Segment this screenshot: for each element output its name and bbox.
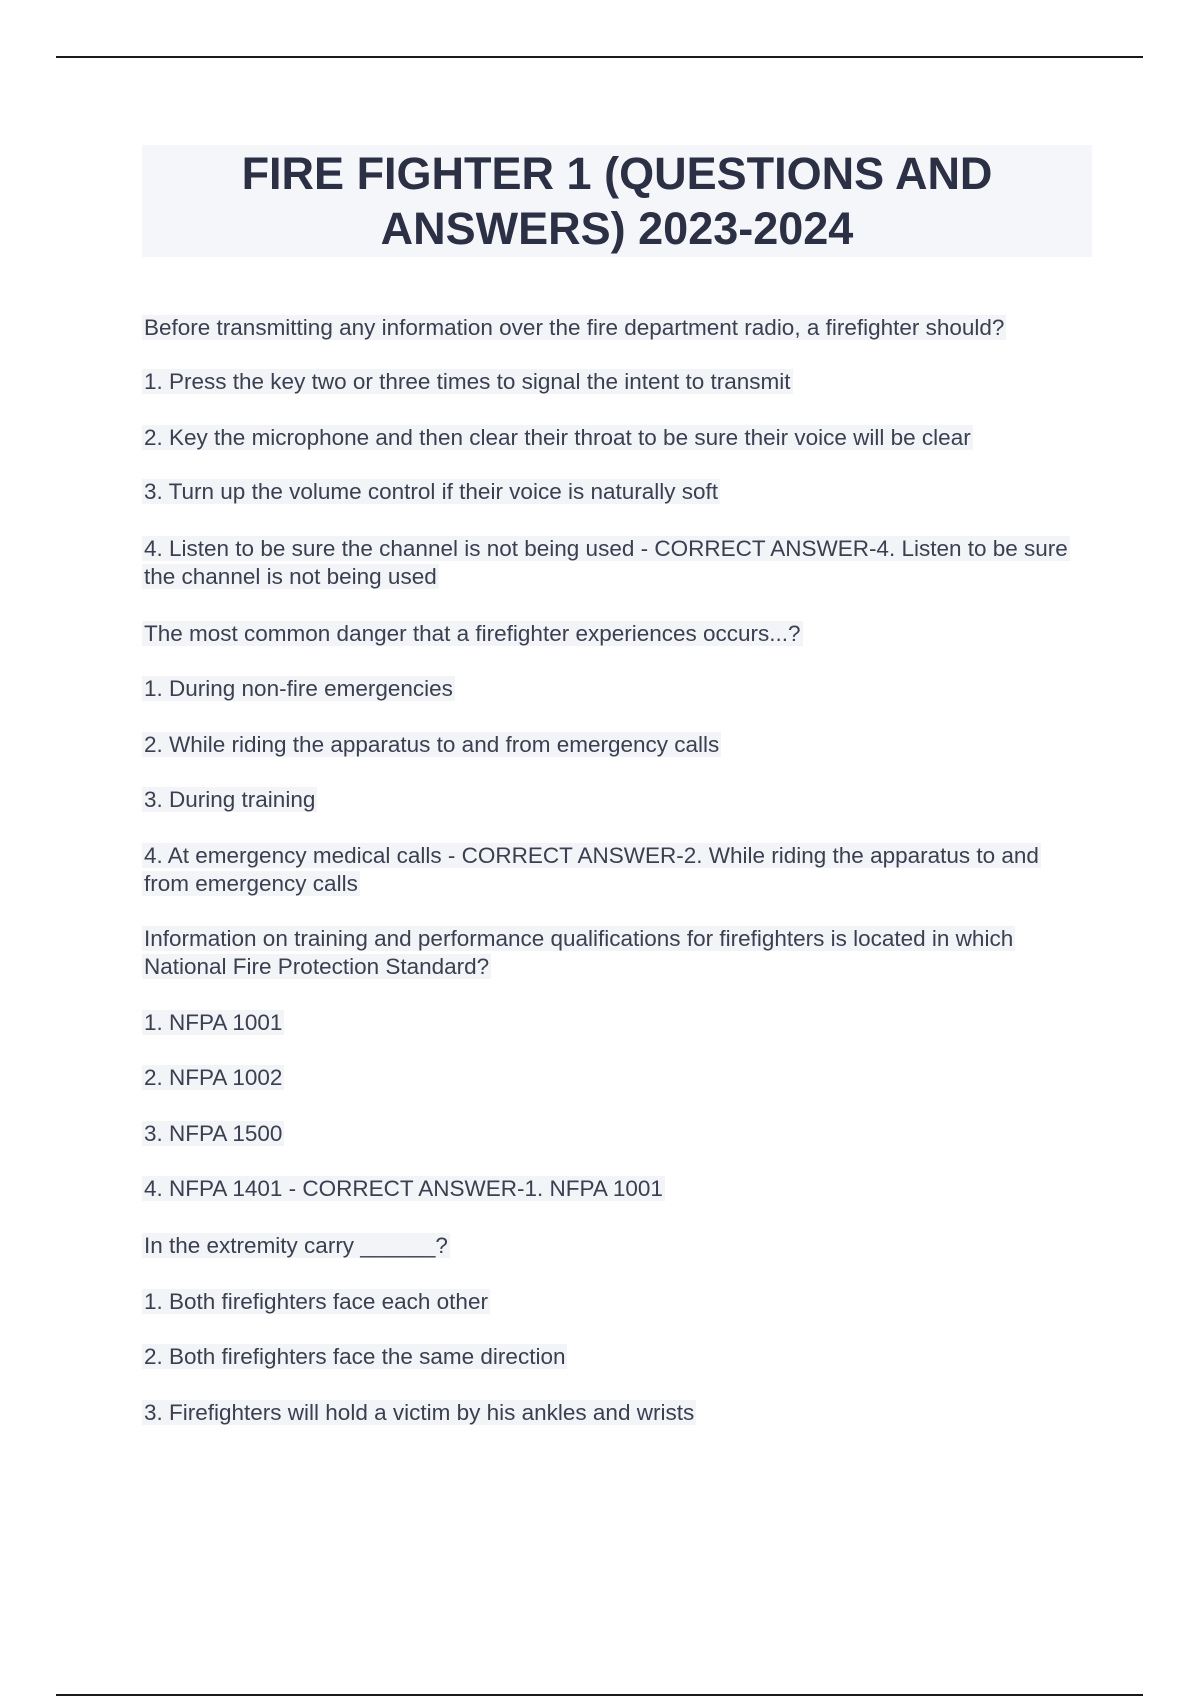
answer-option: 3. During training [144,787,316,812]
answer-option: 2. NFPA 1002 [144,1065,283,1090]
answer-option: 1. During non-fire emergencies [144,676,453,701]
document-title: FIRE FIGHTER 1 (QUESTIONS AND ANSWERS) 2023-2024 [241,148,993,254]
answer-option: 3. Turn up the volume control if their voice is naturally soft [144,479,719,504]
answer-option: 1. Both firefighters face each other [144,1289,488,1314]
question-text: Before transmitting any information over the fire department radio, a firefighter should? [144,315,1005,340]
answer-option: 2. Both firefighters face the same direction [144,1344,566,1369]
answer-option: 1. NFPA 1001 [144,1010,283,1035]
answer-option: 2. Key the microphone and then clear their throat to be sure their voice will be clear [144,425,971,450]
answer-option-with-correct-answer: 4. NFPA 1401 - CORRECT ANSWER-1. NFPA 1001 [144,1176,663,1201]
answer-option: 1. Press the key two or three times to signal the intent to transmit [144,369,791,394]
answer-option-with-correct-answer: 4. At emergency medical calls - CORRECT ANSWER-2. While riding the apparatus to and from emergency calls [144,843,1039,896]
title-banner [142,145,1092,257]
question-text: The most common danger that a firefighter experiences occurs...? [144,621,801,646]
answer-option: 3. Firefighters will hold a victim by his ankles and wrists [144,1400,695,1425]
question-text: In the extremity carry ______? [144,1233,448,1258]
answer-option-with-correct-answer: 4. Listen to be sure the channel is not being used - CORRECT ANSWER-4. Listen to be sure the channel is not being used [144,536,1068,589]
bottom-divider [56,1694,1143,1696]
top-divider [56,56,1143,58]
answer-option: 2. While riding the apparatus to and from emergency calls [144,732,720,757]
answer-option: 3. NFPA 1500 [144,1121,283,1146]
question-text: Information on training and performance qualifications for firefighters is located in which National Fire Protection Standard? [144,926,1014,979]
